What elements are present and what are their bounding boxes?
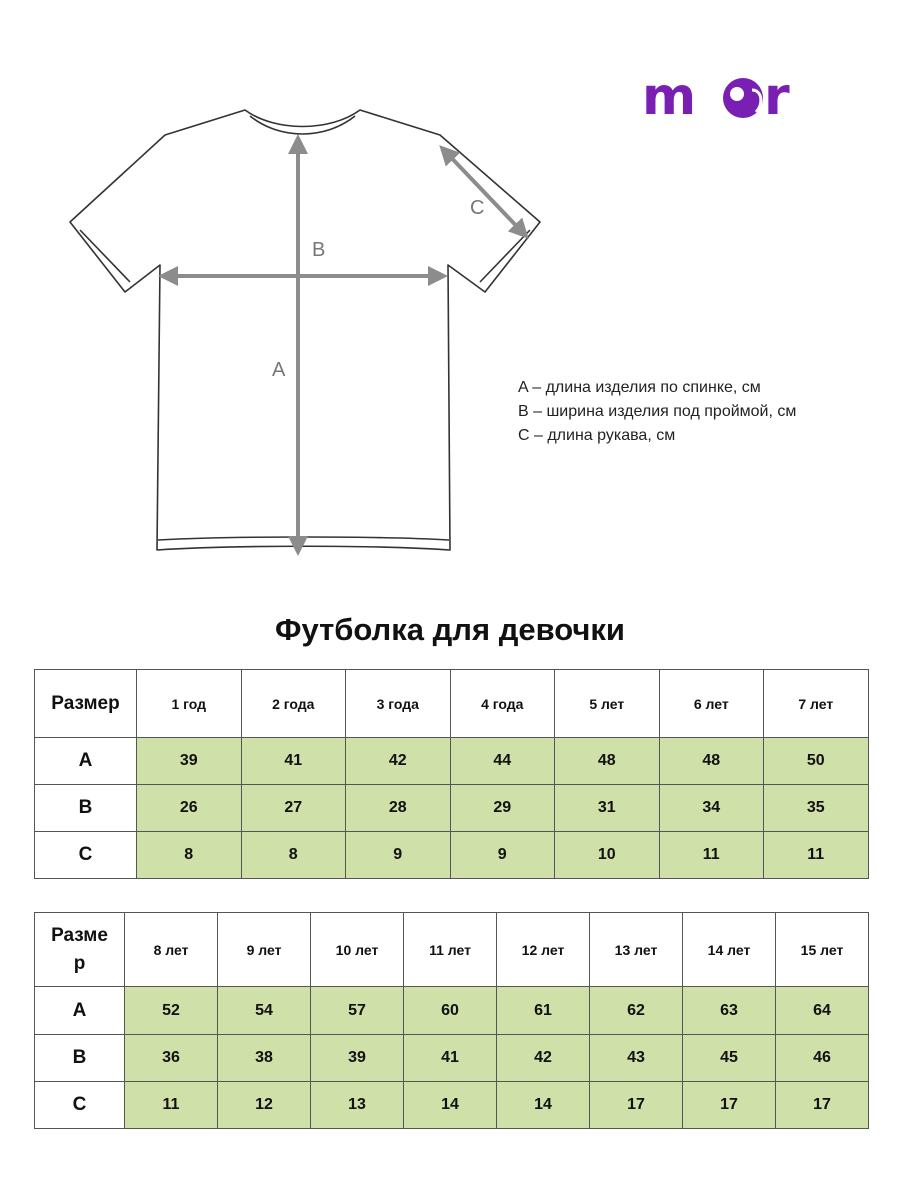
table-row xyxy=(35,832,869,879)
size-header-line: Разме xyxy=(51,924,108,946)
value-cell: 41 xyxy=(241,738,346,785)
row-label: C xyxy=(35,1082,125,1129)
value-cell: 44 xyxy=(450,738,555,785)
size-col: 10 лет xyxy=(311,913,404,987)
value-cell: 8 xyxy=(137,832,242,879)
size-col: 4 года xyxy=(450,670,555,738)
size-col: 13 лет xyxy=(590,913,683,987)
value-cell: 57 xyxy=(311,987,404,1035)
size-col: 6 лет xyxy=(659,670,764,738)
size-col: 12 лет xyxy=(497,913,590,987)
value-cell: 11 xyxy=(125,1082,218,1129)
size-col: 11 лет xyxy=(404,913,497,987)
value-cell: 34 xyxy=(659,785,764,832)
value-cell: 12 xyxy=(218,1082,311,1129)
legend-a: A – длина изделия по спинке, см xyxy=(518,379,761,396)
size-col: 3 года xyxy=(346,670,451,738)
value-cell: 41 xyxy=(404,1035,497,1082)
value-cell: 46 xyxy=(776,1035,869,1082)
value-cell: 17 xyxy=(683,1082,776,1129)
row-label: C xyxy=(35,832,137,879)
value-cell: 26 xyxy=(137,785,242,832)
size-header xyxy=(35,913,125,987)
svg-text:m: m xyxy=(642,67,697,127)
value-cell: 42 xyxy=(497,1035,590,1082)
size-header: Размер xyxy=(35,670,137,738)
value-cell: 62 xyxy=(590,987,683,1035)
value-cell: 64 xyxy=(776,987,869,1035)
value-cell: 10 xyxy=(555,832,660,879)
arrow-c-sleeve xyxy=(442,148,526,236)
row-label: A xyxy=(35,738,137,785)
value-cell: 48 xyxy=(659,738,764,785)
value-cell: 14 xyxy=(497,1082,590,1129)
value-cell: 35 xyxy=(764,785,869,832)
value-cell: 50 xyxy=(764,738,869,785)
table-row xyxy=(35,738,869,785)
value-cell: 39 xyxy=(137,738,242,785)
value-cell: 11 xyxy=(764,832,869,879)
table-row xyxy=(35,1035,869,1082)
value-cell: 45 xyxy=(683,1035,776,1082)
value-cell: 43 xyxy=(590,1035,683,1082)
size-col: 15 лет xyxy=(776,913,869,987)
value-cell: 63 xyxy=(683,987,776,1035)
size-col: 1 год xyxy=(137,670,242,738)
size-col: 14 лет xyxy=(683,913,776,987)
row-label: B xyxy=(35,1035,125,1082)
legend-b: B – ширина изделия под проймой, см xyxy=(518,403,797,420)
value-cell: 36 xyxy=(125,1035,218,1082)
size-table-2 xyxy=(34,912,869,1129)
size-table-1 xyxy=(34,669,869,879)
size-col: 2 года xyxy=(241,670,346,738)
value-cell: 27 xyxy=(241,785,346,832)
svg-text:r: r xyxy=(764,67,790,127)
brand-logo xyxy=(640,60,820,140)
value-cell: 52 xyxy=(125,987,218,1035)
value-cell: 9 xyxy=(346,832,451,879)
value-cell: 38 xyxy=(218,1035,311,1082)
size-header-line: р xyxy=(73,952,86,974)
value-cell: 54 xyxy=(218,987,311,1035)
legend-c: C – длина рукава, см xyxy=(518,427,676,444)
value-cell: 60 xyxy=(404,987,497,1035)
value-cell: 9 xyxy=(450,832,555,879)
label-b: B xyxy=(312,239,326,261)
value-cell: 13 xyxy=(311,1082,404,1129)
value-cell: 39 xyxy=(311,1035,404,1082)
label-a: A xyxy=(272,359,286,381)
value-cell: 14 xyxy=(404,1082,497,1129)
size-col: 9 лет xyxy=(218,913,311,987)
value-cell: 17 xyxy=(590,1082,683,1129)
elephant-icon xyxy=(723,78,763,118)
row-label: B xyxy=(35,785,137,832)
page-title: Футболка для девочки xyxy=(274,612,625,647)
value-cell: 42 xyxy=(346,738,451,785)
value-cell: 17 xyxy=(776,1082,869,1129)
table-row xyxy=(35,1082,869,1129)
value-cell: 29 xyxy=(450,785,555,832)
size-col: 5 лет xyxy=(555,670,660,738)
label-c: C xyxy=(470,197,485,219)
value-cell: 28 xyxy=(346,785,451,832)
value-cell: 48 xyxy=(555,738,660,785)
value-cell: 11 xyxy=(659,832,764,879)
value-cell: 31 xyxy=(555,785,660,832)
table-row xyxy=(35,987,869,1035)
row-label: A xyxy=(35,987,125,1035)
size-col: 7 лет xyxy=(764,670,869,738)
size-col: 8 лет xyxy=(125,913,218,987)
value-cell: 61 xyxy=(497,987,590,1035)
measurement-legend xyxy=(518,376,796,448)
value-cell: 8 xyxy=(241,832,346,879)
table-row xyxy=(35,785,869,832)
